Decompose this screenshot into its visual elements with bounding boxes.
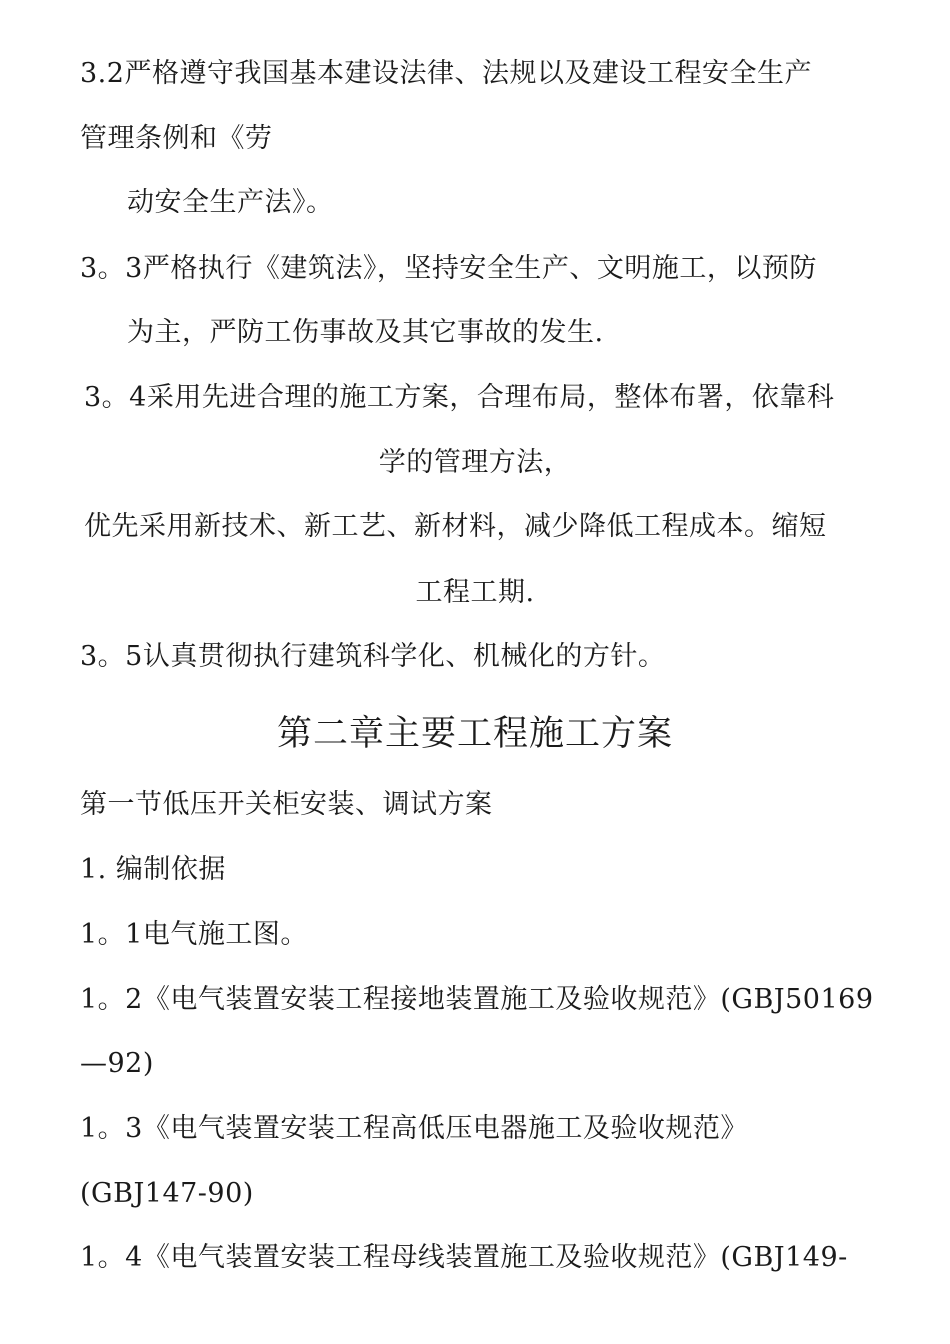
item-1-heading: 1. 编制依据 — [80, 854, 226, 885]
clause-3-5-line-1: 3。5认真贯彻执行建筑科学化、机械化的方针。 — [80, 641, 666, 672]
clause-3-2-line-1: 3.2严格遵守我国基本建设法律、法规以及建设工程安全生产 — [80, 58, 812, 89]
clause-3-4-line-4: 工程工期. — [415, 577, 535, 608]
clause-3-2-line-2: 管理条例和《劳 — [80, 123, 273, 154]
clause-3-3-line-1: 3。3严格执行《建筑法》，坚持安全生产、文明施工，以预防 — [80, 253, 817, 284]
chapter-title: 第二章主要工程施工方案 — [276, 714, 673, 754]
clause-3-2-line-3: 动安全生产法》。 — [127, 187, 334, 218]
item-1-3-line-2: (GBJ147-90) — [80, 1178, 254, 1209]
section-title: 第一节低压开关柜安装、调试方案 — [80, 789, 493, 820]
clause-3-4-line-1: 3。4采用先进合理的施工方案，合理布局，整体布署，依靠科 — [84, 382, 835, 413]
item-1-1: 1。1电气施工图。 — [80, 919, 308, 950]
clause-3-3-line-2: 为主，严防工伤事故及其它事故的发生. — [127, 317, 604, 348]
item-1-2-line-2: —92) — [80, 1048, 154, 1079]
item-1-2-line-1: 1。2《电气装置安装工程接地装置施工及验收规范》(GBJ50169 — [80, 984, 874, 1015]
item-1-4-line-1: 1。4《电气装置安装工程母线装置施工及验收规范》(GBJ149- — [80, 1242, 848, 1273]
clause-3-4-line-3: 优先采用新技术、新工艺、新材料，减少降低工程成本。缩短 — [84, 511, 827, 542]
clause-3-4-line-2: 学的管理方法， — [378, 447, 572, 478]
item-1-3-line-1: 1。3《电气装置安装工程高低压电器施工及验收规范》 — [80, 1113, 748, 1144]
